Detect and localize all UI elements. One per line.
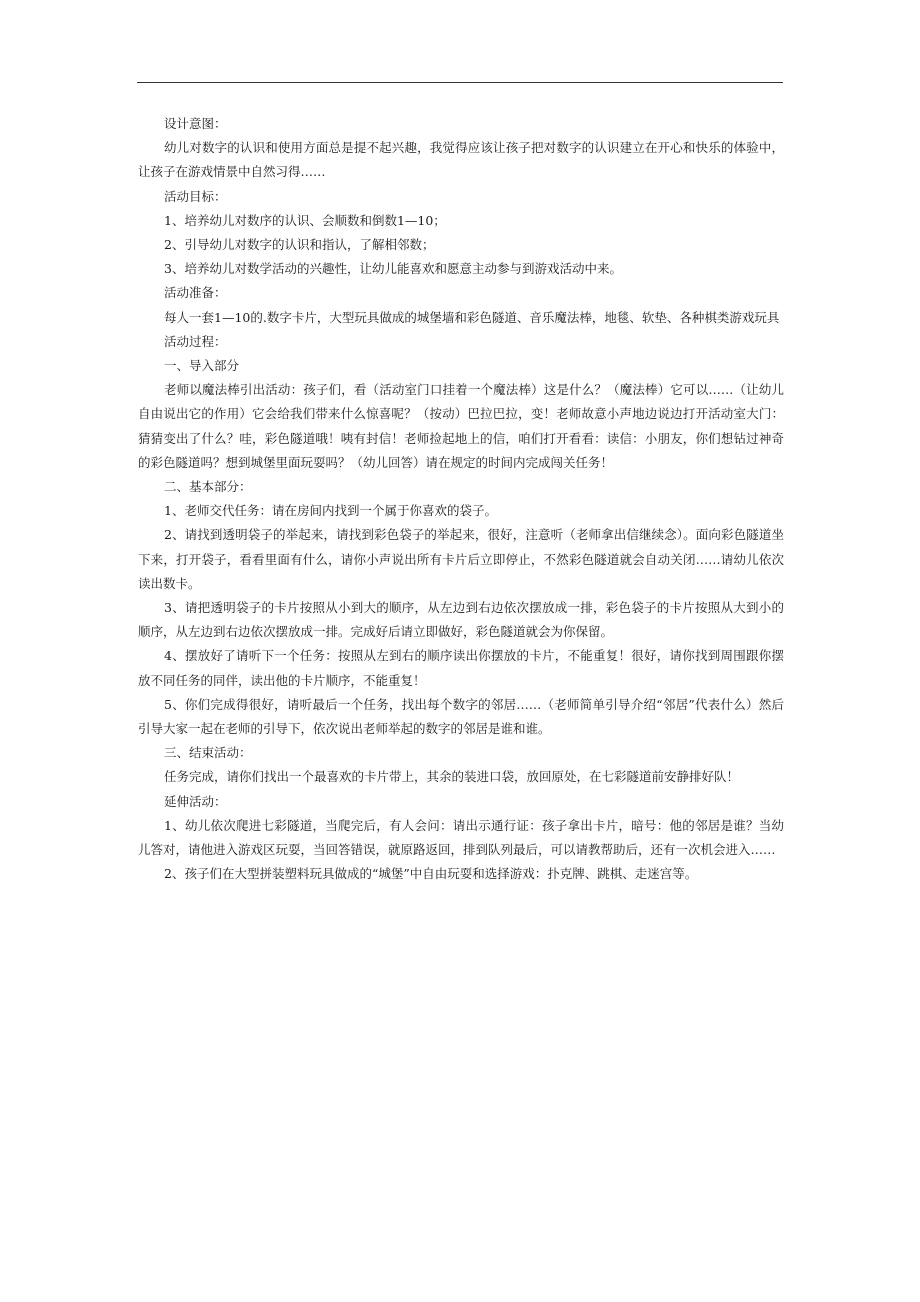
paragraph-design-intent-heading: 设计意图： — [164, 116, 227, 131]
paragraph-goals-heading: 活动目标： — [164, 188, 227, 204]
paragraph-goal-1: 1、培养幼儿对数序的认识、会顺数和倒数1—10； — [164, 212, 446, 228]
paragraph-step-1: 1、老师交代任务：请在房间内找到一个属于你喜欢的袋子。 — [164, 503, 497, 519]
paragraph-section-1-heading: 一、导入部分 — [164, 358, 240, 374]
paragraph-extension-2: 2、孩子们在大型拼装塑料玩具做成的“城堡”中自由玩耍和选择游戏：扑克牌、跳棋、走迷宫等。 — [164, 866, 698, 882]
paragraph-process-heading: 活动过程： — [164, 333, 227, 349]
paragraph-section-2-heading: 二、基本部分： — [164, 479, 252, 495]
paragraph-preparation-heading: 活动准备： — [164, 285, 227, 301]
paragraph-step-4: 4、摆放好了请听下一个任务：按照从左到右的顺序读出你摆放的卡片，不能重复！很好，请你找到周围跟你摆放不同任务的同伴，读出他的卡片顺序，不能重复！ — [138, 648, 784, 688]
paragraph-step-5: 5、你们完成得很好，请听最后一个任务，找出每个数字的邻居……（老师简单引导介绍“邻居”代表什么）然后引导大家一起在老师的引导下，依次说出老师举起的数字的邻居是谁和谁。 — [138, 696, 784, 737]
paragraph-step-2: 2、请找到透明袋子的举起来，请找到彩色袋子的举起来，很好，注意听（老师拿出信继续念）。面向彩色隧道坐下来，打开袋子，看看里面有什么，请你小声说出所有卡片后立即停止，不然彩色隧道就会自动关闭……请幼儿依次读出数卡。 — [138, 527, 784, 591]
paragraph-section-3-heading: 三、结束活动： — [164, 745, 252, 761]
paragraph-section-3: 任务完成，请你们找出一个最喜欢的卡片带上，其余的装进口袋，放回原处，在七彩隧道前安静排好队！ — [164, 769, 740, 785]
paragraph-design-intent: 幼儿对数字的认识和使用方面总是提不起兴趣，我觉得应该让孩子把对数字的认识建立在开心和快乐的体验中，让孩子在游戏情景中自然习得…… — [138, 140, 784, 180]
paragraph-preparation: 每人一套1—10的.数字卡片，大型玩具做成的城堡墙和彩色隧道、音乐魔法棒，地毯、软垫、各种棋类游戏玩具 — [164, 309, 780, 325]
paragraph-extension-1: 1、幼儿依次爬进七彩隧道，当爬完后，有人会问：请出示通行证：孩子拿出卡片，暗号：他的邻居是谁？当幼儿答对，请他进入游戏区玩耍，当回答错误，就原路返回，排到队列最后，可以请教帮助后，还有一次机会进入…… — [138, 817, 784, 858]
paragraph-extension-heading: 延伸活动： — [164, 793, 227, 809]
document-body — [138, 112, 784, 887]
paragraph-goal-2: 2、引导幼儿对数字的认识和指认，了解相邻数； — [164, 237, 435, 253]
paragraph-goal-3: 3、培养幼儿对数学活动的兴趣性，让幼儿能喜欢和愿意主动参与到游戏活动中来。 — [164, 261, 622, 277]
header-rule — [137, 82, 783, 83]
paragraph-step-3: 3、请把透明袋子的卡片按照从小到大的顺序，从左边到右边依次摆放成一排，彩色袋子的卡片按照从大到小的顺序，从左边到右边依次摆放成一排。完成好后请立即做好，彩色隧道就会为你保留。 — [138, 600, 784, 640]
paragraph-section-1: 老师以魔法棒引出活动：孩子们，看（活动室门口挂着一个魔法棒）这是什么？（魔法棒）它可以……（让幼儿自由说出它的作用）它会给我们带来什么惊喜呢？（按动）巴拉巴拉，变！老师故意小声地边说边打开活动室大门：猜猜变出了什么？哇，彩色隧道哦！咦有封信！老师捡起地上的信，咱们打开看看：读信：小朋友，你们想钻过神奇的彩色隧道吗？想到城堡里面玩耍吗？（幼儿回答）请在规定的时间内完成闯关任务！ — [138, 382, 784, 470]
